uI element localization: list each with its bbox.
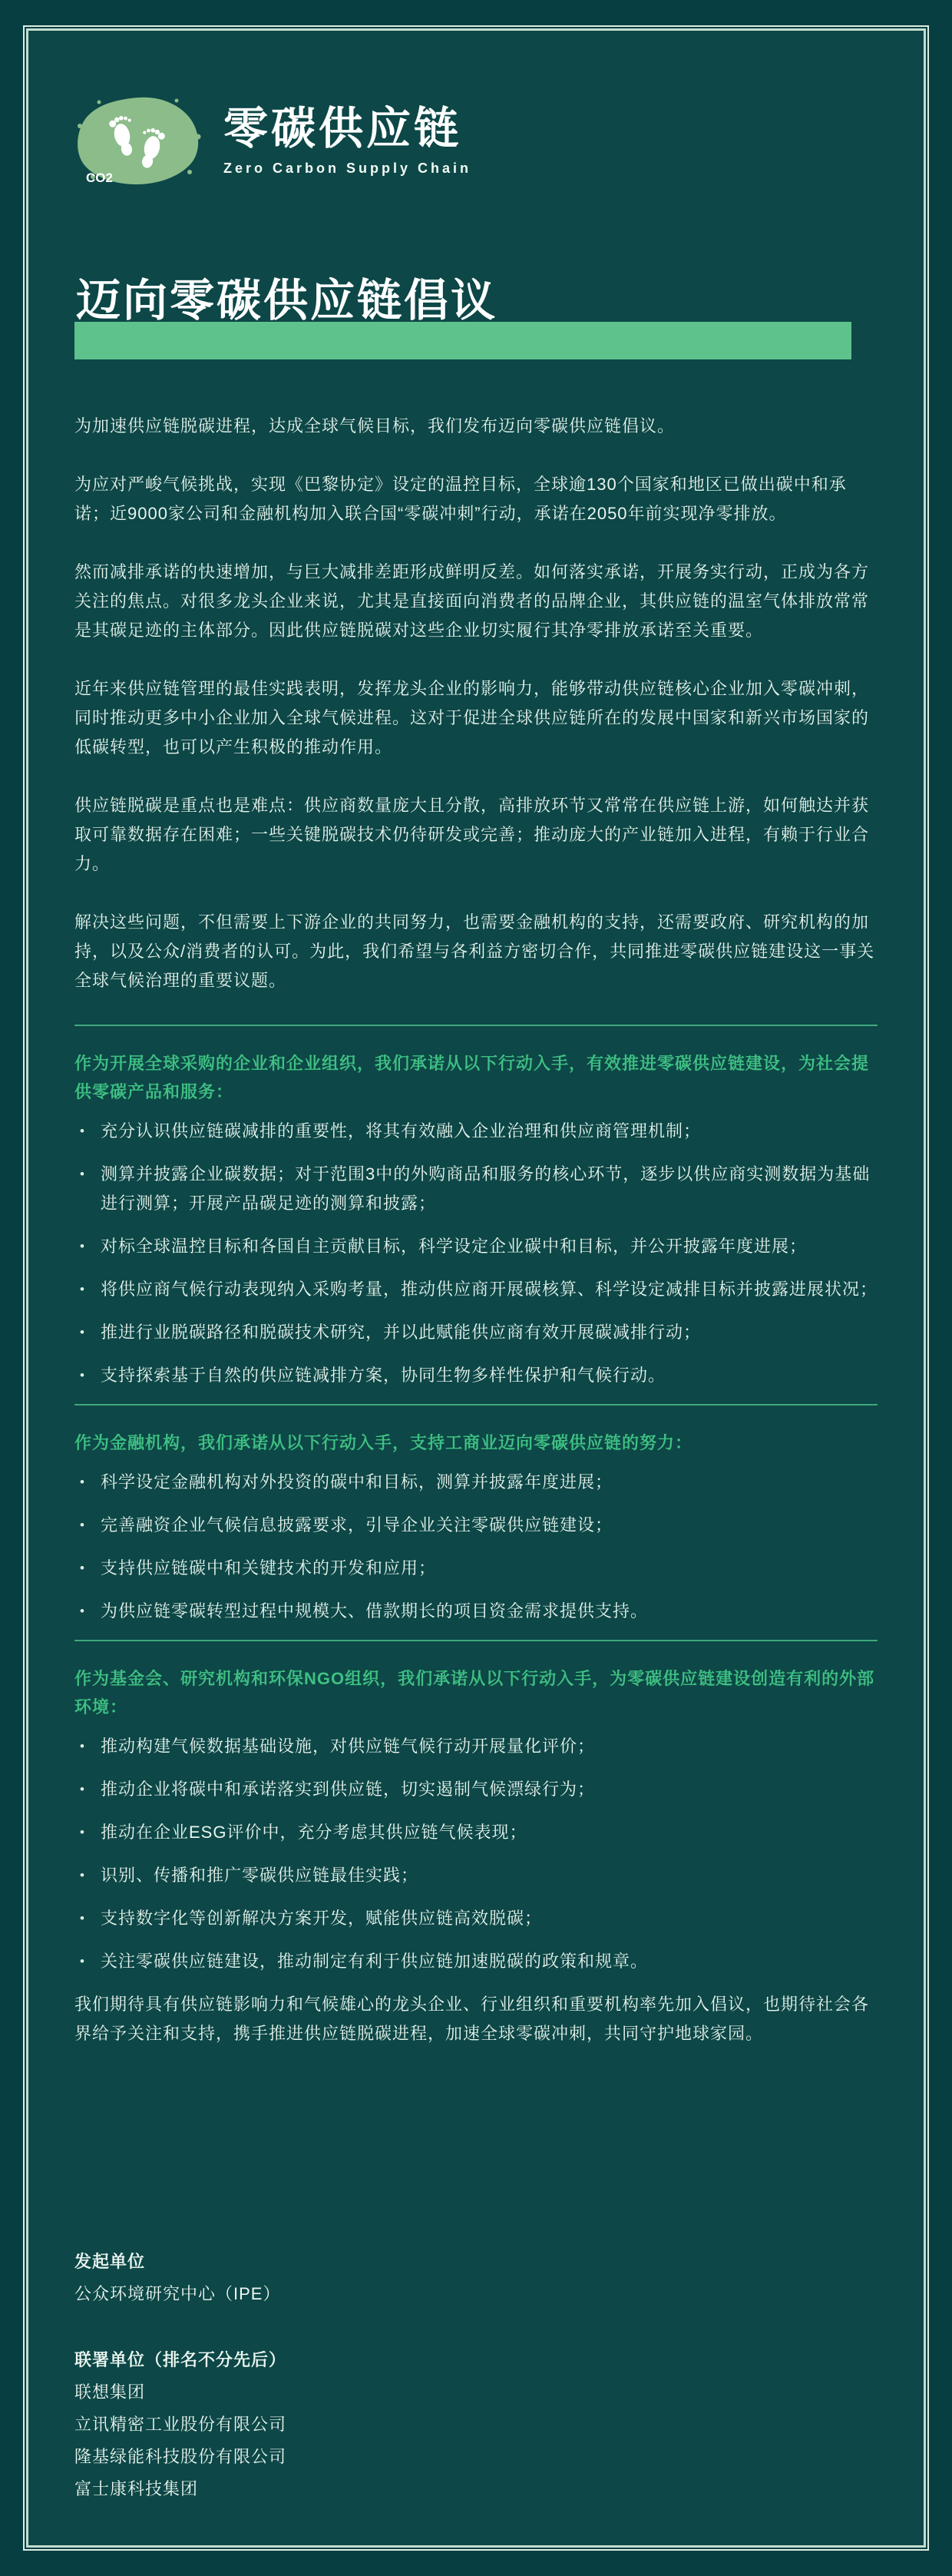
list-item: • 为供应链零碳转型过程中规模大、借款期长的项目资金需求提供支持。 [74,1597,878,1626]
list-item: • 完善融资企业气候信息披露要求，引导企业关注零碳供应链建设； [74,1511,878,1540]
brand-name-cn: 零碳供应链 [223,103,462,154]
cosigner-name: 富士康科技集团 [74,2479,199,2498]
footer [74,2246,878,2505]
intro-paragraph: 为加速供应链脱碳进程，达成全球气候目标，我们发布迈向零碳供应链倡议。 [74,416,676,435]
title-block [74,276,878,361]
bullet-list-financial [74,1468,878,1626]
list-item: • 充分认识供应链碳减排的重要性，将其有效融入企业治理和供应商管理机制； [74,1117,878,1146]
brand-logo [74,31,878,189]
logo-co2-label: CO2 [86,171,113,185]
page-frame-inner [26,28,926,2548]
list-item: • 支持供应链碳中和关键技术的开发和应用； [74,1554,878,1583]
page-title: 迈向零碳供应链倡议 [76,276,498,326]
intro-paragraph: 解决这些问题，不但需要上下游企业的共同努力，也需要金融机构的支持，还需要政府、研究机构的加持，以及公众/消费者的认可。为此，我们希望与各利益方密切合作，共同推进零碳供应链建设这一事关全球气候治理的重要议题。 [74,912,875,990]
section-divider [74,1404,878,1406]
bullet-list-enterprises [74,1117,878,1390]
intro-paragraph: 为应对严峻气候挑战，实现《巴黎协定》设定的温控目标，全球逾130个国家和地区已做出碳中和承诺；近9000家公司和金融机构加入联合国“零碳冲刺”行动，承诺在2050年前实现净零排放。 [74,475,847,523]
list-item: • 推动企业将碳中和承诺落实到供应链，切实遏制气候漂绿行为； [74,1775,878,1804]
list-item: • 测算并披露企业碳数据；对于范围3中的外购商品和服务的核心环节，逐步以供应商实测数据为基础进行测算；开展产品碳足迹的测算和披露； [74,1160,878,1218]
title-highlight-bar [74,322,851,359]
intro-paragraph: 然而减排承诺的快速增加，与巨大减排差距形成鲜明反差。如何落实承诺，开展务实行动，正成为各方关注的焦点。对很多龙头企业来说，尤其是直接面向消费者的品牌企业，其供应链的温室气体排放常常是其碳足迹的主体部分。因此供应链脱碳对这些企业切实履行其净零排放承诺至关重要。 [74,562,870,640]
section-heading-enterprises: 作为开展全球采购的企业和企业组织，我们承诺从以下行动入手，有效推进零碳供应链建设，为社会提供零碳产品和服务： [74,1054,870,1101]
closing-paragraph: 我们期待具有供应链影响力和气候雄心的龙头企业、行业组织和重要机构率先加入倡议，也期待社会各界给予关注和支持，携手推进供应链脱碳进程，加速全球零碳冲刺，共同守护地球家园。 [74,1995,870,2043]
list-item: • 科学设定金融机构对外投资的碳中和目标，测算并披露年度进展； [74,1468,878,1497]
list-item: • 将供应商气候行动表现纳入采购考量，推动供应商开展碳核算、科学设定减排目标并披露进展状况； [74,1275,878,1304]
brand-text [223,104,471,180]
footprints-icon [74,95,203,189]
list-item: • 支持数字化等创新解决方案开发，赋能供应链高效脱碳； [74,1904,878,1933]
list-item: • 对标全球温控目标和各国自主贡献目标，科学设定企业碳中和目标，并公开披露年度进展； [74,1232,878,1261]
page-content [28,31,924,2545]
section-divider [74,1640,878,1641]
list-item: • 推动构建气候数据基础设施，对供应链气候行动开展量化评价； [74,1732,878,1761]
section-divider [74,1025,878,1026]
brand-name-en: Zero Carbon Supply Chain [223,161,472,177]
list-item: • 支持探索基于自然的供应链减排方案，协同生物多样性保护和气候行动。 [74,1361,878,1390]
cosigner-name: 立讯精密工业股份有限公司 [74,2415,287,2434]
section-heading-financial: 作为金融机构，我们承诺从以下行动入手，支持工商业迈向零碳供应链的努力： [74,1433,693,1452]
section-heading-ngo: 作为基金会、研究机构和环保NGO组织，我们承诺从以下行动入手，为零碳供应链建设创造有利的外部环境： [74,1669,875,1717]
intro-paragraph: 供应链脱碳是重点也是难点：供应商数量庞大且分散，高排放环节又常常在供应链上游，如何触达并获取可靠数据存在困难；一些关键脱碳技术仍待研发或完善；推动庞大的产业链加入进程，有赖于行业合力。 [74,796,870,873]
intro-paragraph: 近年来供应链管理的最佳实践表明，发挥龙头企业的影响力，能够带动供应链核心企业加入零碳冲刺，同时推动更多中小企业加入全球气候进程。这对于促进全球供应链所在的发展中国家和新兴市场国家的低碳转型，也可以产生积极的推动作用。 [74,679,870,757]
body-copy [74,412,878,2048]
cosigner-name: 联想集团 [74,2382,146,2402]
list-item: • 推动在企业ESG评价中，充分考虑其供应链气候表现； [74,1818,878,1847]
page-frame [23,25,929,2551]
cosigner-name: 隆基绿能科技股份有限公司 [74,2447,287,2466]
list-item: • 推进行业脱碳路径和脱碳技术研究，并以此赋能供应商有效开展碳减排行动； [74,1318,878,1347]
initiator-label: 发起单位 [74,2252,146,2271]
list-item: • 关注零碳供应链建设，推动制定有利于供应链加速脱碳的政策和规章。 [74,1947,878,1976]
cosigner-label: 联署单位（排名不分先后） [74,2350,287,2369]
initiator-name: 公众环境研究中心（IPE） [74,2284,281,2303]
bullet-list-ngo [74,1732,878,1976]
list-item: • 识别、传播和推广零碳供应链最佳实践； [74,1861,878,1890]
